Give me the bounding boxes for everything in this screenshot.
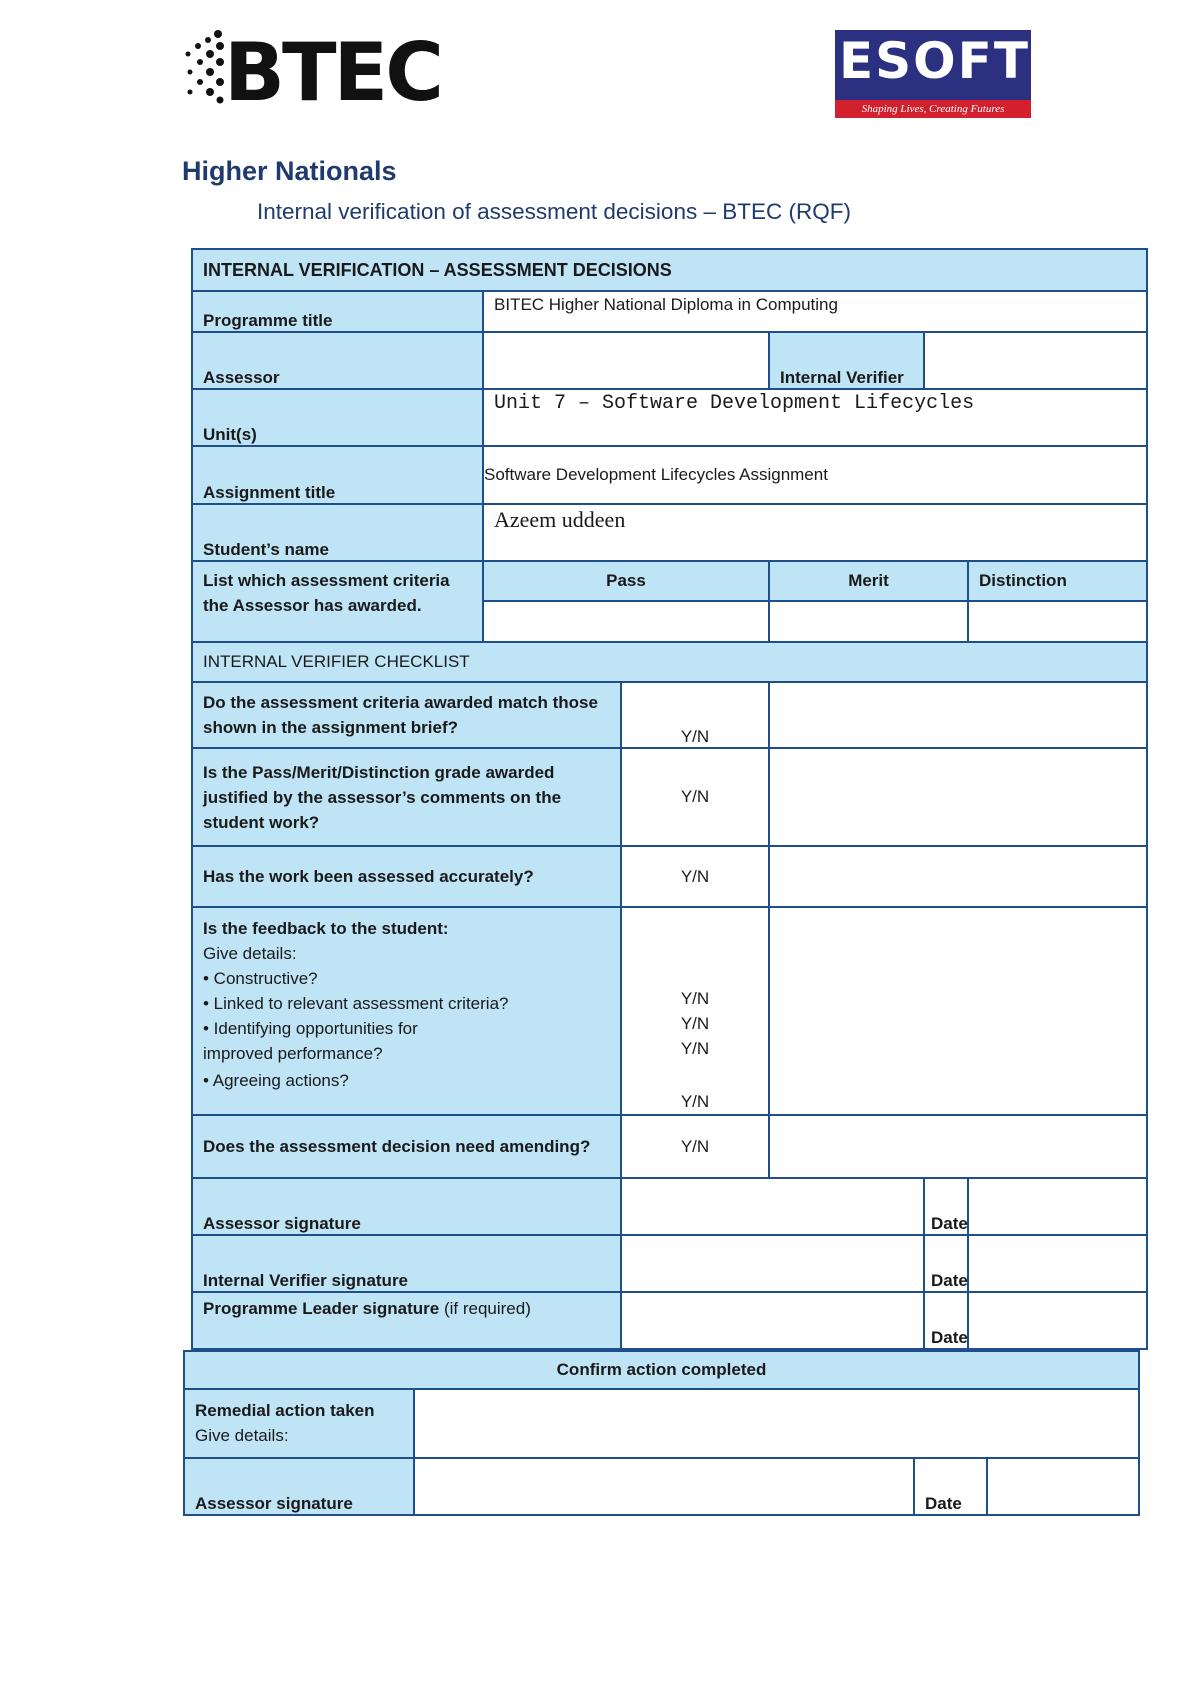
assessor-signature-date-field[interactable] bbox=[968, 1178, 1147, 1235]
iv-signature-date-label: Date bbox=[924, 1235, 968, 1292]
checklist-header-row bbox=[192, 642, 1147, 682]
student-name-label: Student’s name bbox=[192, 504, 483, 561]
checklist-comment-1[interactable] bbox=[769, 682, 1147, 748]
checklist-row-4 bbox=[192, 907, 1147, 1115]
pl-signature-date-label: Date bbox=[924, 1292, 968, 1349]
btec-logo bbox=[180, 26, 441, 119]
iv-signature-row bbox=[192, 1235, 1147, 1292]
esoft-wordmark: ESOFT bbox=[839, 32, 1030, 90]
confirm-date-label: Date bbox=[914, 1458, 987, 1515]
feedback-bullet-list bbox=[203, 966, 610, 1093]
iv-signature-field[interactable] bbox=[621, 1235, 924, 1292]
units-row bbox=[192, 389, 1147, 446]
esoft-logo bbox=[835, 30, 1031, 118]
checklist-row-2 bbox=[192, 748, 1147, 846]
confirm-assessor-signature-field[interactable] bbox=[414, 1458, 914, 1515]
confirm-header-row bbox=[184, 1351, 1139, 1389]
grade-header-distinction: Distinction bbox=[968, 561, 1147, 601]
feedback-bullet-constructive: • Constructive? bbox=[203, 969, 318, 988]
assessor-field[interactable] bbox=[483, 332, 769, 389]
iv-signature-date-field[interactable] bbox=[968, 1235, 1147, 1292]
pl-signature-row bbox=[192, 1292, 1147, 1349]
grade-header-merit: Merit bbox=[769, 561, 968, 601]
feedback-give-details: Give details: bbox=[203, 944, 297, 963]
assessor-row bbox=[192, 332, 1147, 389]
checklist-title: INTERNAL VERIFIER CHECKLIST bbox=[192, 642, 1147, 682]
btec-dots-icon bbox=[180, 28, 226, 108]
assessor-label: Assessor bbox=[192, 332, 483, 389]
pass-criteria-field[interactable] bbox=[483, 601, 769, 642]
internal-verifier-label: Internal Verifier bbox=[769, 332, 924, 389]
esoft-tagline: Shaping Lives, Creating Futures bbox=[835, 100, 1031, 118]
student-row bbox=[192, 504, 1147, 561]
confirm-assessor-signature-label: Assessor signature bbox=[184, 1458, 414, 1515]
assessor-signature-field[interactable] bbox=[621, 1178, 924, 1235]
verification-form bbox=[191, 248, 1148, 1350]
grade-header-pass: Pass bbox=[483, 561, 769, 601]
page-subtitle: Internal verification of assessment decisions – BTEC (RQF) bbox=[257, 199, 851, 224]
feedback-answer-agreeing[interactable]: Y/N bbox=[680, 1092, 710, 1111]
distinction-criteria-field[interactable] bbox=[968, 601, 1147, 642]
programme-row bbox=[192, 291, 1147, 332]
remedial-label-text: Remedial action taken bbox=[195, 1401, 375, 1420]
checklist-question-5: Does the assessment decision need amending? bbox=[192, 1115, 621, 1178]
pl-signature-date-field[interactable] bbox=[968, 1292, 1147, 1349]
btec-wordmark: BTEC bbox=[224, 26, 441, 119]
confirm-action-table bbox=[183, 1350, 1140, 1516]
remedial-give-details: Give details: bbox=[195, 1426, 289, 1445]
feedback-question-title: Is the feedback to the student: bbox=[203, 919, 449, 938]
page-title: Higher Nationals bbox=[182, 156, 397, 186]
checklist-comment-5[interactable] bbox=[769, 1115, 1147, 1178]
checklist-row-1 bbox=[192, 682, 1147, 748]
checklist-question-3: Has the work been assessed accurately? bbox=[192, 846, 621, 907]
student-name-field[interactable]: Azeem uddeen bbox=[483, 504, 1147, 561]
checklist-comment-4[interactable] bbox=[769, 907, 1147, 1115]
confirm-assessor-row bbox=[184, 1458, 1139, 1515]
criteria-header-row bbox=[192, 561, 1147, 601]
pl-signature-field[interactable] bbox=[621, 1292, 924, 1349]
feedback-bullet-linked: • Linked to relevant assessment criteria? bbox=[203, 994, 509, 1013]
feedback-bullet-agreeing: • Agreeing actions? bbox=[203, 1071, 349, 1090]
checklist-answer-1[interactable]: Y/N bbox=[621, 682, 769, 748]
checklist-answer-5[interactable]: Y/N bbox=[621, 1115, 769, 1178]
checklist-question-2: Is the Pass/Merit/Distinction grade awarded justified by the assessor’s comments on the student work? bbox=[192, 748, 621, 846]
programme-title-field[interactable]: BITEC Higher National Diploma in Computing bbox=[483, 291, 1147, 332]
assessor-signature-label: Assessor signature bbox=[192, 1178, 621, 1235]
pl-signature-label bbox=[192, 1292, 621, 1349]
internal-verifier-field[interactable] bbox=[924, 332, 1147, 389]
merit-criteria-field[interactable] bbox=[769, 601, 968, 642]
remedial-row bbox=[184, 1389, 1139, 1458]
checklist-answer-3[interactable]: Y/N bbox=[621, 846, 769, 907]
assessor-signature-date-label: Date bbox=[924, 1178, 968, 1235]
assignment-title-label: Assignment title bbox=[192, 446, 483, 504]
programme-title-label: Programme title bbox=[192, 291, 483, 332]
assessor-signature-row bbox=[192, 1178, 1147, 1235]
checklist-comment-2[interactable] bbox=[769, 748, 1147, 846]
iv-signature-label: Internal Verifier signature bbox=[192, 1235, 621, 1292]
remedial-label bbox=[184, 1389, 414, 1458]
checklist-answer-2[interactable]: Y/N bbox=[621, 748, 769, 846]
pl-signature-text: Programme Leader signature bbox=[203, 1299, 440, 1318]
criteria-label: List which assessment criteria the Assessor has awarded. bbox=[192, 561, 483, 642]
feedback-bullet-opportunities: • Identifying opportunities for improved performance? bbox=[203, 1019, 418, 1063]
remedial-field[interactable] bbox=[414, 1389, 1139, 1458]
pl-signature-note: (if required) bbox=[443, 1299, 531, 1318]
checklist-question-1: Do the assessment criteria awarded match those shown in the assignment brief? bbox=[192, 682, 621, 748]
checklist-answers-4 bbox=[621, 907, 769, 1115]
checklist-row-5 bbox=[192, 1115, 1147, 1178]
units-field[interactable]: Unit 7 – Software Development Lifecycles bbox=[483, 389, 1147, 446]
feedback-answer-opportunities[interactable]: Y/N bbox=[680, 1039, 710, 1058]
assignment-row bbox=[192, 446, 1147, 504]
checklist-row-3 bbox=[192, 846, 1147, 907]
assignment-title-field[interactable]: Software Development Lifecycles Assignment bbox=[483, 446, 1147, 504]
checklist-question-4 bbox=[192, 907, 621, 1115]
feedback-answer-linked[interactable]: Y/N bbox=[680, 1014, 710, 1033]
section-title: INTERNAL VERIFICATION – ASSESSMENT DECISIONS bbox=[192, 249, 1147, 291]
units-label: Unit(s) bbox=[192, 389, 483, 446]
confirm-title: Confirm action completed bbox=[184, 1351, 1139, 1389]
confirm-date-field[interactable] bbox=[987, 1458, 1139, 1515]
checklist-comment-3[interactable] bbox=[769, 846, 1147, 907]
form-header-row bbox=[192, 249, 1147, 291]
feedback-answer-constructive[interactable]: Y/N bbox=[680, 989, 710, 1008]
